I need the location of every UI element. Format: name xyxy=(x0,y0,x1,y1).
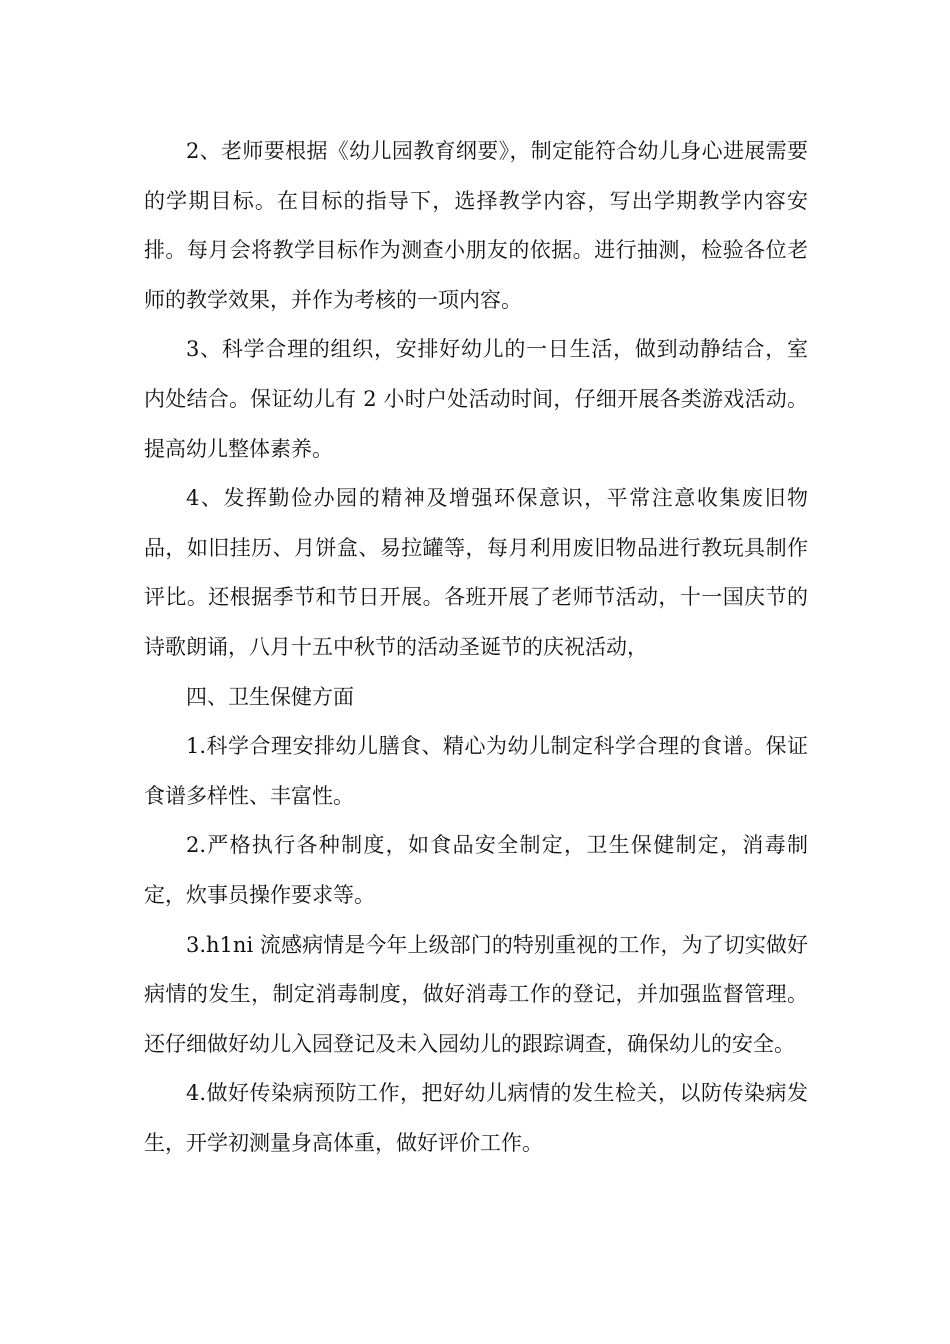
paragraph-infectious-disease: 4.做好传染病预防工作，把好幼儿病情的发生检关，以防传染病发生，开学初测量身高体重，做好评价工作。 xyxy=(144,1081,808,1155)
paragraph-teaching-goals: 2、老师要根据《幼儿园教育纲要》，制定能符合幼儿身心进展需要的学期目标。在目标的指导下，选择教学内容，写出学期教学内容安排。每月会将教学目标作为测查小朋友的依据。进行抽测，检验各位老师的教学效果，并作为考核的一项内容。 xyxy=(144,139,808,312)
paragraph-flu-prevention: 3.h1ni 流感病情是今年上级部门的特别重视的工作，为了切实做好病情的发生，制定消毒制度，做好消毒工作的登记，并加强监督管理。还仔细做好幼儿入园登记及未入园幼儿的跟踪调查，确保幼儿的安全。 xyxy=(144,932,808,1056)
paragraph-daily-schedule: 3、科学合理的组织，安排好幼儿的一日生活，做到动静结合，室内处结合。保证幼儿有 2 小时户处活动时间，仔细开展各类游戏活动。提高幼儿整体素养。 xyxy=(144,337,808,461)
paragraph-thrift-environment: 4、发挥勤俭办园的精神及增强环保意识，平常注意收集废旧物品，如旧挂历、月饼盒、易拉罐等，每月利用废旧物品进行教玩具制作评比。还根据季节和节日开展。各班开展了老师节活动，十一国庆节的诗歌朗诵，八月十五中秋节的活动圣诞节的庆祝活动， xyxy=(144,486,808,659)
paragraph-regulations: 2.严格执行各种制度，如食品安全制定，卫生保健制定，消毒制定，炊事员操作要求等。 xyxy=(144,833,808,907)
section-heading-health-care: 四、卫生保健方面 xyxy=(186,684,354,709)
paragraph-meals: 1.科学合理安排幼儿膳食、精心为幼儿制定科学合理的食谱。保证食谱多样性、丰富性。 xyxy=(144,734,808,808)
document-body xyxy=(144,127,808,1168)
